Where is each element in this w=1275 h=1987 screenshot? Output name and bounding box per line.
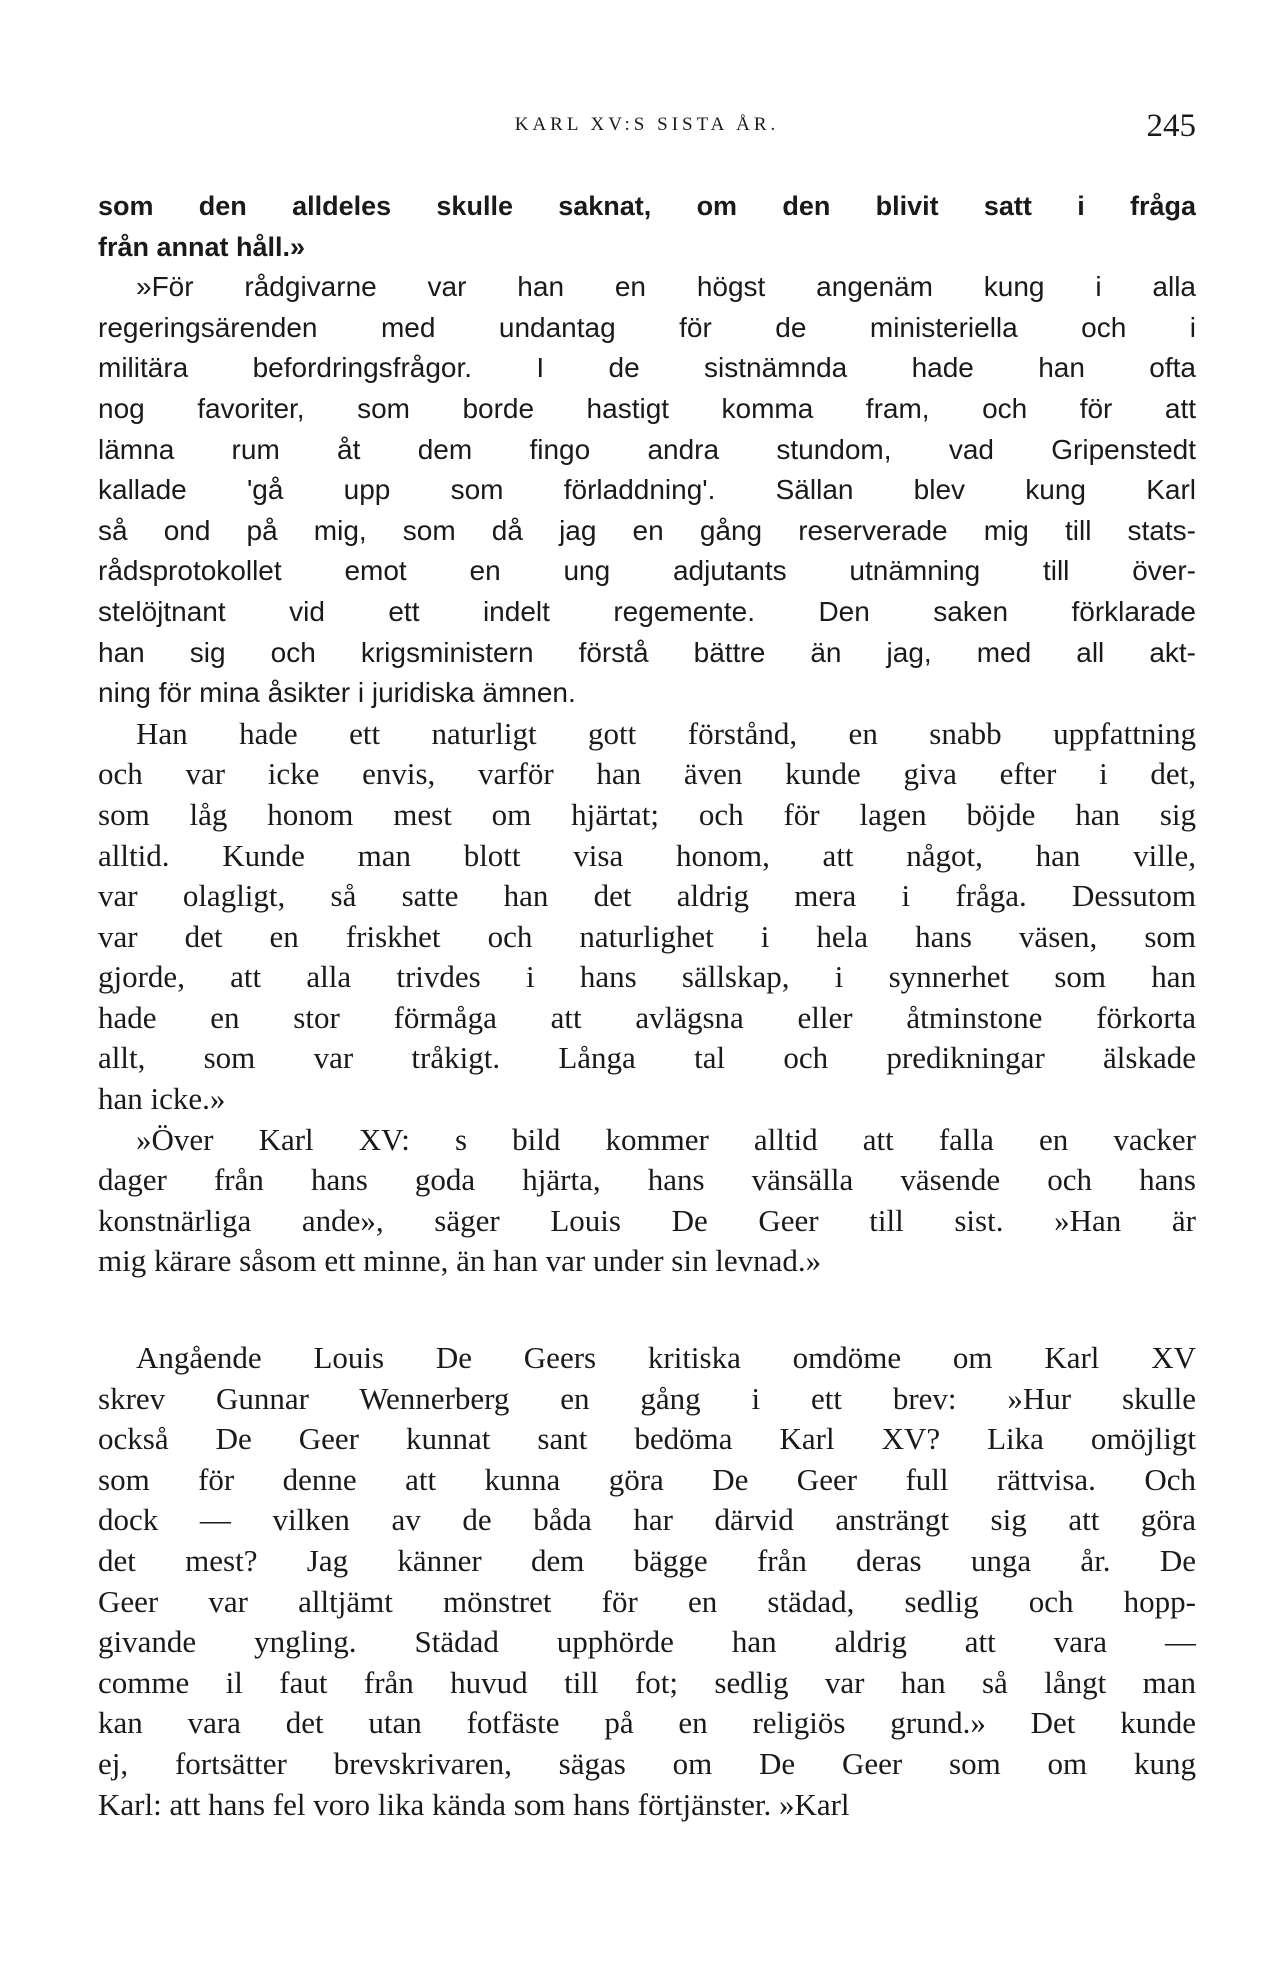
running-title: KARL XV:S SISTA ÅR. [514, 114, 780, 135]
text-line: skrev Gunnar Wennerberg en gång i ett brev: »Hur skulle [98, 1380, 1196, 1416]
text-line: dager från hans goda hjärta, hans vänsälla väsende och hans [98, 1162, 1196, 1198]
text-line: mig kärare såsom ett minne, än han var under sin levnad.» [98, 1243, 822, 1279]
text-line: det mest? Jag känner dem bägge från deras unga år. De [98, 1543, 1196, 1578]
paragraph-gap [98, 1282, 1196, 1338]
text-line: konstnärliga ande», säger Louis De Geer till sist. »Han är [98, 1202, 1196, 1238]
paragraph [98, 1120, 1196, 1282]
text-line: gjorde, att alla trivdes i hans sällskap, i synnerhet som han [98, 959, 1196, 995]
running-head [98, 108, 1196, 148]
text-line: och var icke envis, varför han även kunde giva efter i det, [98, 756, 1196, 792]
page-number: 245 [1146, 108, 1196, 144]
text-line: militära befordringsfrågor. I de sistnämnda hade han ofta [98, 352, 1196, 384]
text-line: Han hade ett naturligt gott förstånd, en snabb uppfattning [136, 715, 1196, 751]
text-line: stelöjtnant vid ett indelt regemente. Den saken förklarade [98, 595, 1196, 627]
text-line: kallade 'gå upp som förladdning'. Sällan blev kung Karl [98, 474, 1196, 506]
text-line: allt, som var tråkigt. Långa tal och predikningar älskade [98, 1040, 1196, 1076]
text-line: Karl: att hans fel voro lika kända som hans förtjänster. »Karl [98, 1786, 850, 1822]
text-line: han sig och krigsministern förstå bättre än jag, med all akt- [98, 636, 1196, 668]
text-line: »För rådgivarne var han en högst angenäm kung i alla [136, 271, 1196, 303]
text-line: givande yngling. Städad upphörde han aldrig att vara — [98, 1624, 1196, 1660]
text-line: regeringsärenden med undantag för de ministeriella och i [98, 311, 1196, 343]
text-line: ning för mina åsikter i juridiska ämnen. [98, 677, 576, 709]
text-line: han icke.» [98, 1081, 226, 1117]
text-line: lämna rum åt dem fingo andra stundom, vad Gripenstedt [98, 433, 1196, 465]
text-line: som låg honom mest om hjärtat; och för lagen böjde han sig [98, 796, 1196, 832]
text-line: comme il faut från huvud till fot; sedlig var han så långt man [98, 1664, 1196, 1700]
text-line: var det en friskhet och naturlighet i hela hans väsen, som [98, 918, 1196, 954]
text-line: också De Geer kunnat sant bedöma Karl XV? Lika omöjligt [98, 1421, 1196, 1457]
text-line: Angående Louis De Geers kritiska omdöme om Karl XV [136, 1340, 1196, 1376]
text-line: från annat håll.» [98, 231, 306, 262]
text-line: som för denne att kunna göra De Geer full rättvisa. Och [98, 1461, 1196, 1497]
text-line: ej, fortsätter brevskrivaren, sägas om De Geer som om kung [98, 1745, 1196, 1781]
paragraph [98, 267, 1196, 714]
paragraph [98, 1338, 1196, 1825]
text-line: rådsprotokollet emot en ung adjutants utnämning till över- [98, 555, 1196, 587]
text-line: så ond på mig, som då jag en gång reserverade mig till stats- [98, 514, 1196, 546]
text-line: dock — vilken av de båda har därvid ansträngt sig att göra [98, 1502, 1196, 1538]
body-text [98, 186, 1196, 1825]
text-line: nog favoriter, som borde hastigt komma fram, och för att [98, 392, 1196, 424]
paragraph [98, 186, 1196, 267]
text-line: kan vara det utan fotfäste på en religiös grund.» Det kunde [98, 1705, 1196, 1741]
text-line: hade en stor förmåga att avlägsna eller åtminstone förkorta [98, 999, 1196, 1035]
text-line: »Över Karl XV: s bild kommer alltid att falla en vacker [136, 1121, 1196, 1157]
text-line: var olagligt, så satte han det aldrig mera i fråga. Dessutom [98, 878, 1196, 914]
text-line: alltid. Kunde man blott visa honom, att något, han ville, [98, 837, 1196, 873]
text-line: Geer var alltjämt mönstret för en städad, sedlig och hopp- [98, 1583, 1196, 1619]
paragraph [98, 714, 1196, 1120]
text-line: som den alldeles skulle saknat, om den blivit satt i fråga [98, 191, 1196, 221]
